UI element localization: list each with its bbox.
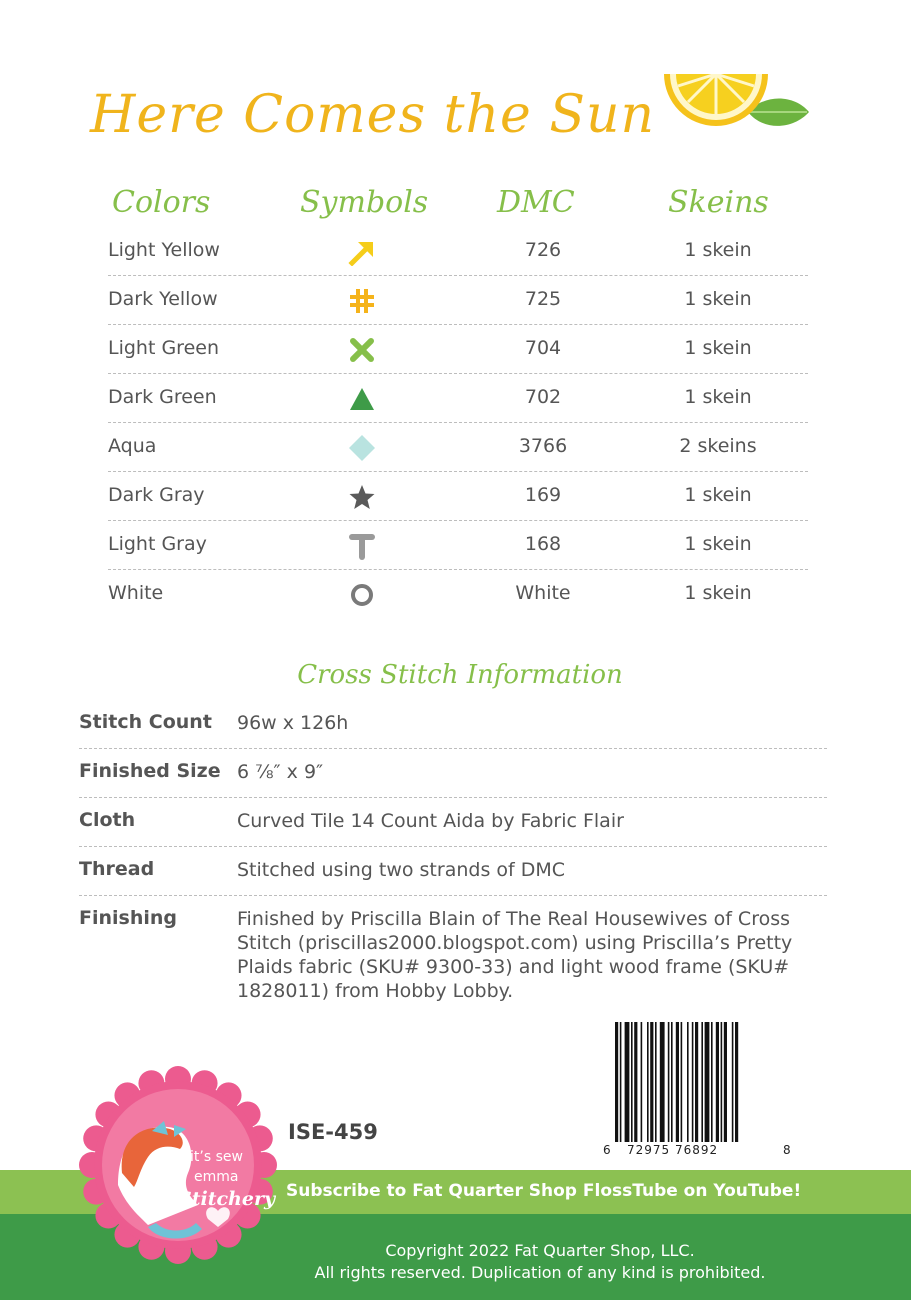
symbols-column-header: Symbols [300, 185, 429, 220]
triangle-icon [348, 385, 376, 413]
info-label: Cloth [79, 809, 136, 831]
table-row [108, 570, 808, 618]
logo-line3: Stitchery [178, 1188, 276, 1210]
table-row [108, 276, 808, 325]
color-name: Light Yellow [108, 239, 220, 261]
subscribe-link[interactable]: Subscribe to Fat Quarter Shop FlossTube on YouTube! [286, 1181, 802, 1201]
info-value: 6 ⅞″ x 9″ [237, 761, 324, 783]
info-label: Stitch Count [79, 711, 212, 733]
dmc-column-header: DMC [497, 185, 575, 220]
skein-count: 1 skein [684, 288, 752, 310]
color-name: Dark Gray [108, 484, 205, 506]
color-name: White [108, 582, 164, 604]
info-value: 96w x 126h [237, 712, 349, 734]
dmc-number: 725 [524, 288, 562, 310]
skein-count: 1 skein [684, 337, 752, 359]
lemon-slice-illustration [664, 74, 814, 144]
info-label: Thread [79, 858, 155, 880]
logo-line2: emma [194, 1169, 239, 1185]
skein-count: 1 skein [684, 239, 752, 261]
t-icon [348, 532, 376, 560]
skein-count: 1 skein [684, 484, 752, 506]
table-row [108, 374, 808, 423]
barcode [597, 1020, 797, 1160]
info-value: Stitched using two strands of DMC [237, 859, 566, 881]
info-label: Finished Size [79, 760, 221, 782]
info-row-cloth [79, 798, 827, 847]
table-row [108, 227, 808, 276]
page-title: Here Comes the Sun [90, 85, 655, 145]
x-icon [348, 336, 376, 364]
barcode-digits: 72975 76892 [627, 1143, 719, 1157]
info-row-finishing [79, 896, 827, 1013]
dmc-number: 3766 [518, 435, 568, 457]
skein-count: 1 skein [684, 386, 752, 408]
skeins-column-header: Skeins [668, 185, 769, 220]
table-row [108, 423, 808, 472]
barcode-digit-left: 6 [603, 1143, 611, 1157]
rights-line: All rights reserved. Duplication of any kind is prohibited. [314, 1263, 766, 1282]
copyright [270, 1240, 810, 1284]
pattern-sku: ISE-459 [288, 1120, 378, 1144]
copyright-line: Copyright 2022 Fat Quarter Shop, LLC. [385, 1241, 695, 1260]
dmc-number: 169 [524, 484, 562, 506]
color-key-table [108, 227, 808, 618]
logo-line1: it’s sew [190, 1149, 243, 1165]
skein-count: 2 skeins [679, 435, 757, 457]
skein-count: 1 skein [684, 533, 752, 555]
circle-icon [348, 581, 376, 609]
info-row-thread [79, 847, 827, 896]
info-label: Finishing [79, 907, 178, 929]
skein-count: 1 skein [684, 582, 752, 604]
info-row-finished-size [79, 749, 827, 798]
arrow-up-right-icon [348, 238, 376, 266]
star-icon [348, 483, 376, 511]
info-value: Finished by Priscilla Blain of The Real Housewives of Cross Stitch (priscillas2000.blogspot.com) using Priscilla’s Pretty Plaids fabric (SKU# 9300-33) and light wood frame (SKU# 1828011) from Hobby Lobby. [237, 908, 793, 1002]
info-row-stitch-count [79, 700, 827, 749]
its-sew-emma-stitchery-logo [78, 1065, 278, 1265]
color-name: Light Green [108, 337, 219, 359]
dmc-number: White [515, 582, 571, 604]
color-name: Aqua [108, 435, 157, 457]
info-section-title: Cross Stitch Information [297, 660, 623, 690]
barcode-digit-right: 8 [783, 1143, 791, 1157]
color-name: Dark Green [108, 386, 217, 408]
info-value: Curved Tile 14 Count Aida by Fabric Flair [237, 810, 624, 832]
color-name: Dark Yellow [108, 288, 218, 310]
cross-stitch-info [79, 700, 827, 1013]
hash-icon [348, 287, 376, 315]
colors-column-header: Colors [112, 185, 211, 220]
dmc-number: 168 [524, 533, 562, 555]
diamond-icon [348, 434, 376, 462]
table-row [108, 472, 808, 521]
dmc-number: 726 [524, 239, 562, 261]
dmc-number: 704 [524, 337, 562, 359]
color-name: Light Gray [108, 533, 207, 555]
dmc-number: 702 [524, 386, 562, 408]
table-row [108, 521, 808, 570]
table-row [108, 325, 808, 374]
